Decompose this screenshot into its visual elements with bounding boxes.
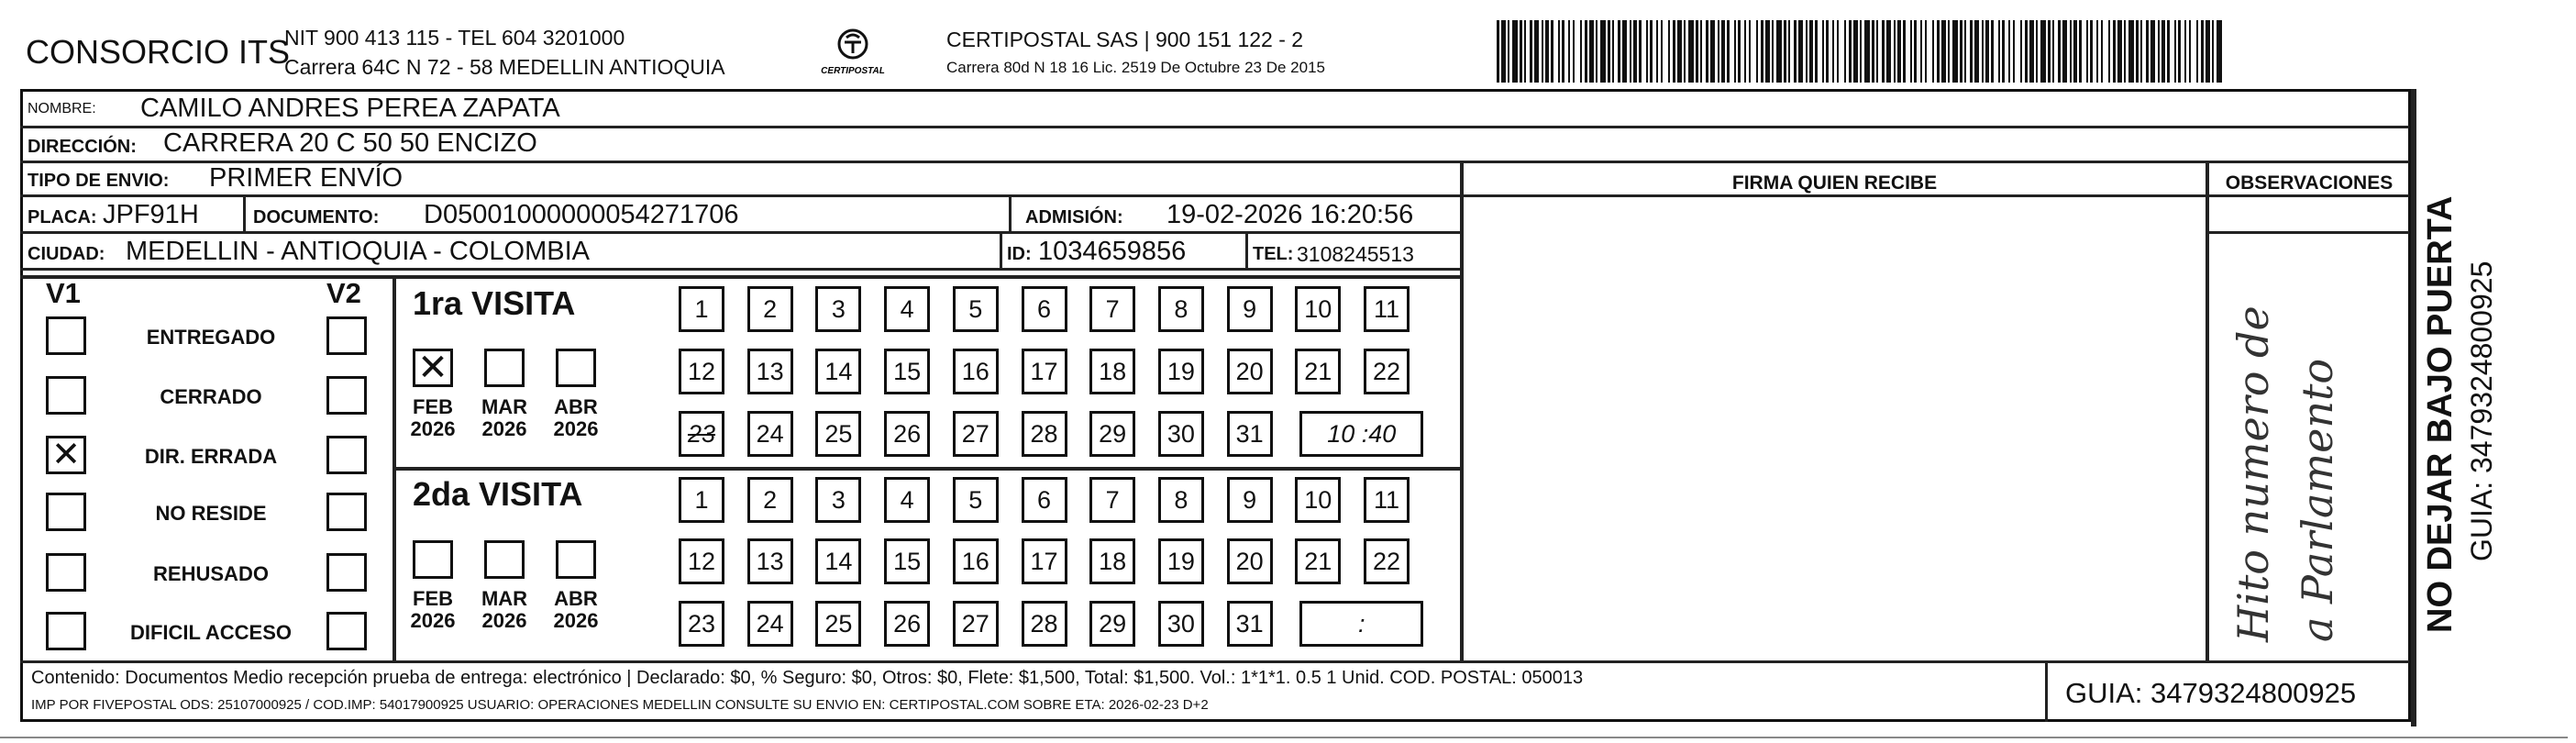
nombre-value: CAMILO ANDRES PEREA ZAPATA	[140, 94, 560, 123]
visit1-day[interactable]: 9	[1227, 286, 1273, 332]
barcode-bar	[1932, 20, 1934, 83]
barcode-bar	[1788, 20, 1790, 83]
barcode-bar	[1633, 20, 1637, 83]
barcode-bar	[1530, 20, 1532, 83]
barcode-bar	[1727, 20, 1730, 83]
visit1-day[interactable]: 13	[747, 349, 793, 394]
visit2-day[interactable]: 5	[953, 477, 999, 523]
barcode-bar	[2201, 20, 2204, 83]
visit1-day[interactable]: 16	[953, 349, 999, 394]
visit2-day[interactable]: 8	[1158, 477, 1204, 523]
barcode-bar	[1853, 20, 1858, 83]
barcode-bar	[1612, 20, 1614, 83]
visit2-month-year: 2026	[481, 609, 527, 632]
visit1-month-label	[550, 396, 602, 440]
direccion-label: DIRECCIÓN:	[28, 137, 137, 157]
barcode-bar	[2167, 20, 2170, 83]
barcode-bar	[2036, 20, 2038, 83]
v1-checkbox-entregado[interactable]	[46, 316, 86, 355]
visit1-day[interactable]: 2	[747, 286, 793, 332]
firma-header: FIRMA QUIEN RECIBE	[1731, 172, 1938, 194]
visit2-title: 2da VISITA	[413, 475, 583, 513]
status-label-dificil-acceso: DIFICIL ACCESO	[129, 621, 292, 644]
barcode-bar	[1596, 20, 1598, 83]
observation-handwriting-1: Hito numero de	[2228, 305, 2278, 642]
visit1-day[interactable]: 22	[1364, 349, 1410, 394]
barcode-bar	[1952, 20, 1958, 83]
barcode-bar	[2196, 20, 2198, 83]
barcode-bar	[2079, 20, 2082, 83]
visit2-month-label	[479, 588, 530, 632]
barcode-bar	[1948, 20, 1950, 83]
visit2-month-label	[550, 588, 602, 632]
barcode-bar	[1501, 20, 1506, 83]
barcode-bar	[1600, 20, 1606, 83]
visit1-month-label	[407, 396, 459, 440]
barcode-bar	[1589, 20, 1594, 83]
barcode-bar	[1772, 20, 1774, 83]
visit2-month-year: 2026	[410, 609, 456, 632]
barcode-bar	[1718, 20, 1719, 83]
footer-guia: GUIA: 3479324800925	[2065, 677, 2357, 709]
barcode-bar	[1982, 20, 1984, 83]
barcode-bar	[1860, 20, 1862, 83]
v2-checkbox-dificil-acceso[interactable]	[326, 612, 367, 650]
barcode-bar	[2020, 20, 2022, 83]
visit2-month-feb-checkbox[interactable]	[413, 540, 453, 579]
v1-checkbox-no-reside[interactable]	[46, 493, 86, 531]
barcode-bar	[2217, 20, 2222, 83]
id-value: 1034659856	[1038, 237, 1187, 266]
barcode-bar	[2146, 20, 2149, 83]
tipo-envio-label: TIPO DE ENVIO:	[28, 171, 170, 191]
barcode-bar	[2058, 20, 2061, 83]
visit1-month-name: FEB	[413, 395, 453, 418]
visit2-day[interactable]: 1	[679, 477, 724, 523]
visit1-day[interactable]: 4	[884, 286, 930, 332]
barcode-bar	[2161, 20, 2165, 83]
visit2-day[interactable]: 21	[1295, 538, 1341, 584]
visit1-month-mar-checkbox[interactable]	[484, 349, 525, 387]
visit1-day[interactable]: 5	[953, 286, 999, 332]
visit2-day[interactable]: 20	[1227, 538, 1273, 584]
barcode-bar	[2029, 20, 2034, 83]
visit2-day[interactable]: 28	[1022, 601, 1067, 647]
barcode-bar	[1894, 20, 1896, 83]
visit1-day[interactable]: 28	[1022, 411, 1067, 457]
visit2-month-mar-checkbox[interactable]	[484, 540, 525, 579]
barcode-bar	[1684, 20, 1686, 83]
visit1-day[interactable]: 17	[1022, 349, 1067, 394]
visit1-day[interactable]: 12	[679, 349, 724, 394]
barcode-bar	[1524, 20, 1526, 83]
direccion-value: CARRERA 20 C 50 50 ENCIZO	[163, 128, 537, 158]
visit1-day[interactable]: 6	[1022, 286, 1067, 332]
barcode-bar	[1832, 20, 1834, 83]
visit1-time[interactable]: 10 :40	[1299, 411, 1423, 457]
barcode-bar	[2189, 20, 2191, 83]
visit2-day[interactable]: 30	[1158, 601, 1204, 647]
barcode-bar	[2013, 20, 2015, 83]
barcode-bar	[2052, 20, 2054, 83]
visit1-day[interactable]: 24	[747, 411, 793, 457]
barcode-bar	[1622, 20, 1627, 83]
status-label-dir-errada: DIR. ERRADA	[144, 445, 278, 468]
barcode-bar	[1520, 20, 1522, 83]
v2-header: V2	[326, 277, 361, 309]
barcode-bar	[1974, 20, 1979, 83]
barcode-bar	[1765, 20, 1770, 83]
visit2-month-name: FEB	[413, 587, 453, 610]
visit2-day[interactable]: 22	[1364, 538, 1410, 584]
visit1-day[interactable]: 20	[1227, 349, 1273, 394]
v1-checkbox-cerrado[interactable]	[46, 376, 86, 415]
visit2-day[interactable]: 11	[1364, 477, 1410, 523]
barcode-bar	[2040, 20, 2046, 83]
barcode-bar	[2113, 20, 2116, 83]
visit1-day[interactable]: 25	[815, 411, 861, 457]
v2-checkbox-no-reside[interactable]	[326, 493, 367, 531]
visit1-month-feb-checkbox[interactable]: ✕	[413, 349, 453, 387]
placa-value: JPF91H	[103, 200, 199, 229]
barcode-bar	[1806, 20, 1808, 83]
barcode-bar	[1551, 20, 1553, 83]
barcode-bar	[2212, 20, 2214, 83]
visit2-day[interactable]: 15	[884, 538, 930, 584]
barcode-bar	[2136, 20, 2139, 83]
courier-name: CERTIPOSTAL SAS | 900 151 122 - 2	[946, 28, 1304, 51]
barcode-bar	[2096, 20, 2098, 83]
visit1-day[interactable]: 8	[1158, 286, 1204, 332]
visit2-day[interactable]: 29	[1089, 601, 1135, 647]
barcode-bar	[1964, 20, 1966, 83]
visit1-day[interactable]: 31	[1227, 411, 1273, 457]
status-label-entregado: ENTREGADO	[146, 326, 276, 349]
barcode-bar	[1941, 20, 1946, 83]
visit2-day[interactable]: 23	[679, 601, 724, 647]
barcode-bar	[1784, 20, 1786, 83]
company-name: CONSORCIO ITS	[26, 33, 291, 71]
admision-value: 19-02-2026 16:20:56	[1166, 200, 1414, 229]
footer-imp: IMP POR FIVEPOSTAL ODS: 25107000925 / COD.IMP: 54017900925 USUARIO: OPERACIONES MEDELLIN CONSULTE SU ENVIO EN: CERTIPOSTAL.COM SOBRE ETA: 2026-02-23 D+2	[31, 697, 1209, 713]
barcode-bar	[1937, 20, 1940, 83]
visit2-day[interactable]: 24	[747, 601, 793, 647]
visit2-day[interactable]: 25	[815, 601, 861, 647]
barcode-bar	[1991, 20, 1994, 83]
barcode-bar	[1562, 20, 1564, 83]
visit2-day[interactable]: 4	[884, 477, 930, 523]
barcode	[1497, 20, 2230, 83]
barcode-bar	[2002, 20, 2005, 83]
barcode-bar	[2158, 20, 2160, 83]
visit2-day[interactable]: 10	[1295, 477, 1341, 523]
barcode-bar	[1849, 20, 1852, 83]
visit2-day[interactable]: 17	[1022, 538, 1067, 584]
barcode-bar	[1826, 20, 1829, 83]
visit2-day[interactable]: 7	[1089, 477, 1135, 523]
barcode-bar	[1985, 20, 1989, 83]
visit1-day[interactable]: 1	[679, 286, 724, 332]
barcode-bar	[2150, 20, 2155, 83]
barcode-bar	[1998, 20, 2000, 83]
company-nit: NIT 900 413 115 - TEL 604 3201000	[284, 26, 625, 50]
side-guia: GUIA: 3479324800925	[2465, 261, 2498, 561]
ciudad-value: MEDELLIN - ANTIOQUIA - COLOMBIA	[126, 237, 590, 266]
barcode-bar	[2062, 20, 2067, 83]
barcode-bar	[1738, 20, 1741, 83]
id-label: ID:	[1007, 244, 1032, 264]
barcode-bar	[1837, 20, 1839, 83]
barcode-bar	[2206, 20, 2210, 83]
visit1-month-year: 2026	[410, 417, 456, 440]
barcode-bar	[1970, 20, 1973, 83]
barcode-bar	[1688, 20, 1694, 83]
svg-text:CERTIPOSTAL: CERTIPOSTAL	[821, 66, 885, 76]
barcode-bar	[1677, 20, 1682, 83]
nombre-label: NOMBRE:	[28, 101, 96, 116]
barcode-bar	[1897, 20, 1901, 83]
barcode-bar	[1876, 20, 1878, 83]
visit1-day[interactable]: 14	[815, 349, 861, 394]
visit1-day[interactable]: 7	[1089, 286, 1135, 332]
barcode-bar	[1512, 20, 1518, 83]
barcode-bar	[2124, 20, 2126, 83]
barcode-bar	[2008, 20, 2010, 83]
barcode-bar	[1542, 20, 1543, 83]
barcode-bar	[1696, 20, 1698, 83]
courier-address: Carrera 80d N 18 16 Lic. 2519 De Octubre 23 De 2015	[946, 59, 1325, 76]
barcode-bar	[1920, 20, 1922, 83]
visit2-day[interactable]: 18	[1089, 538, 1135, 584]
barcode-bar	[1656, 20, 1658, 83]
visit2-month-name: MAR	[481, 587, 528, 610]
barcode-bar	[1580, 20, 1582, 83]
barcode-bar	[1794, 20, 1797, 83]
barcode-bar	[2140, 20, 2142, 83]
status-label-rehusado: REHUSADO	[153, 562, 269, 585]
visit2-day[interactable]: 26	[884, 601, 930, 647]
v1-checkbox-dificil-acceso[interactable]	[46, 612, 86, 650]
v2-checkbox-rehusado[interactable]	[326, 553, 367, 592]
visit1-month-year: 2026	[553, 417, 599, 440]
visit1-day[interactable]: 18	[1089, 349, 1135, 394]
barcode-bar	[1706, 20, 1708, 83]
visit1-month-label	[479, 396, 530, 440]
visit2-day[interactable]: 3	[815, 477, 861, 523]
barcode-bar	[1661, 20, 1663, 83]
visit2-day[interactable]: 16	[953, 538, 999, 584]
placa-label: PLACA:	[28, 207, 97, 227]
barcode-bar	[2117, 20, 2122, 83]
documento-label: DOCUMENTO:	[253, 207, 380, 227]
visit1-day[interactable]: 30	[1158, 411, 1204, 457]
visit1-month-year: 2026	[481, 417, 527, 440]
barcode-bar	[2128, 20, 2134, 83]
barcode-bar	[2184, 20, 2186, 83]
ciudad-label: CIUDAD:	[28, 244, 105, 264]
visit2-day[interactable]: 12	[679, 538, 724, 584]
barcode-bar	[1721, 20, 1725, 83]
tipo-envio-value: PRIMER ENVÍO	[209, 163, 404, 193]
visit1-day[interactable]: 29	[1089, 411, 1135, 457]
visit1-month-name: MAR	[481, 395, 528, 418]
barcode-bar	[1668, 20, 1670, 83]
no-dejar-bajo-puerta: NO DEJAR BAJO PUERTA	[2421, 195, 2460, 633]
certipostal-logo	[812, 26, 894, 81]
barcode-bar	[1844, 20, 1846, 83]
barcode-bar	[1744, 20, 1746, 83]
barcode-bar	[1882, 20, 1885, 83]
v2-checkbox-cerrado[interactable]	[326, 376, 367, 415]
barcode-bar	[1630, 20, 1631, 83]
barcode-bar	[2073, 20, 2077, 83]
barcode-bar	[1650, 20, 1653, 83]
barcode-bar	[1910, 20, 1912, 83]
visit1-month-abr-checkbox[interactable]	[556, 349, 596, 387]
visit1-day[interactable]: 10	[1295, 286, 1341, 332]
barcode-bar	[1710, 20, 1715, 83]
barcode-bar	[1776, 20, 1782, 83]
barcode-bar	[2070, 20, 2072, 83]
barcode-bar	[1756, 20, 1758, 83]
barcode-bar	[1608, 20, 1610, 83]
visit1-day[interactable]: 11	[1364, 286, 1410, 332]
barcode-bar	[1585, 20, 1587, 83]
visit2-day[interactable]: 2	[747, 477, 793, 523]
v2-checkbox-entregado[interactable]	[326, 316, 367, 355]
barcode-bar	[1508, 20, 1509, 83]
barcode-bar	[1960, 20, 1962, 83]
barcode-bar	[1573, 20, 1575, 83]
visit1-title: 1ra VISITA	[413, 284, 576, 322]
observation-handwriting-2: a Parlamento	[2293, 358, 2342, 642]
barcode-bar	[1815, 20, 1818, 83]
visit2-day[interactable]: 6	[1022, 477, 1067, 523]
barcode-bar	[2090, 20, 2093, 83]
barcode-bar	[1700, 20, 1702, 83]
tel-value: 3108245513	[1297, 242, 1414, 266]
barcode-bar	[1822, 20, 1824, 83]
v2-checkbox-dir-errada[interactable]	[326, 436, 367, 474]
barcode-bar	[1734, 20, 1736, 83]
barcode-bar	[1798, 20, 1803, 83]
barcode-bar	[1673, 20, 1675, 83]
barcode-bar	[1646, 20, 1648, 83]
visit1-day[interactable]: 26	[884, 411, 930, 457]
visit2-time[interactable]: :	[1299, 601, 1423, 647]
visit1-month-name: ABR	[554, 395, 598, 418]
barcode-bar	[1809, 20, 1813, 83]
admision-label: ADMISIÓN:	[1025, 207, 1123, 227]
barcode-bar	[2048, 20, 2051, 83]
barcode-bar	[1558, 20, 1560, 83]
visit2-month-year: 2026	[553, 609, 599, 632]
v1-checkbox-rehusado[interactable]	[46, 553, 86, 592]
v1-header: V1	[46, 277, 81, 309]
barcode-bar	[1864, 20, 1870, 83]
footer-contenido: Contenido: Documentos Medio recepción prueba de entrega: electrónico | Declarado: $0, % Seguro: $0, Otros: $0, Flete: $1,500, Total: $1,500. Vol.: 1*1*1. 0.5 1 Unid. COD. POSTAL: 050013	[31, 668, 1584, 688]
visit1-day[interactable]: 19	[1158, 349, 1204, 394]
barcode-bar	[2178, 20, 2181, 83]
barcode-bar	[1749, 20, 1751, 83]
barcode-bar	[1914, 20, 1917, 83]
barcode-bar	[1903, 20, 1906, 83]
visit2-month-abr-checkbox[interactable]	[556, 540, 596, 579]
barcode-bar	[1545, 20, 1549, 83]
barcode-bar	[1497, 20, 1499, 83]
barcode-bar	[1761, 20, 1763, 83]
visit1-day[interactable]: 27	[953, 411, 999, 457]
barcode-bar	[2108, 20, 2110, 83]
status-label-cerrado: CERRADO	[160, 385, 262, 408]
company-address: Carrera 64C N 72 - 58 MEDELLIN ANTIOQUIA	[284, 55, 725, 79]
v1-checkbox-dir-errada[interactable]: ✕	[46, 436, 86, 474]
status-label-no-reside: NO RESIDE	[155, 502, 267, 525]
visit1-day[interactable]: 15	[884, 349, 930, 394]
visit1-day[interactable]: 3	[815, 286, 861, 332]
visit1-day[interactable]: 23	[679, 411, 724, 457]
visit2-day[interactable]: 27	[953, 601, 999, 647]
barcode-bar	[2174, 20, 2176, 83]
barcode-bar	[1639, 20, 1642, 83]
visit2-day[interactable]: 13	[747, 538, 793, 584]
barcode-bar	[1534, 20, 1539, 83]
tel-label: TEL:	[1253, 244, 1294, 264]
documento-value: D05001000000054271706	[424, 200, 739, 229]
barcode-bar	[1925, 20, 1927, 83]
visit2-day[interactable]: 14	[815, 538, 861, 584]
barcode-bar	[1618, 20, 1620, 83]
barcode-bar	[1568, 20, 1570, 83]
visit1-day[interactable]: 21	[1295, 349, 1341, 394]
observaciones-header: OBSERVACIONES	[2225, 172, 2394, 194]
visit2-month-name: ABR	[554, 587, 598, 610]
barcode-bar	[2101, 20, 2103, 83]
barcode-bar	[1886, 20, 1891, 83]
visit2-month-label	[407, 588, 459, 632]
barcode-bar	[2086, 20, 2088, 83]
barcode-bar	[1872, 20, 1874, 83]
visit2-day[interactable]: 31	[1227, 601, 1273, 647]
visit2-day[interactable]: 19	[1158, 538, 1204, 584]
visit2-day[interactable]: 9	[1227, 477, 1273, 523]
barcode-bar	[2025, 20, 2028, 83]
